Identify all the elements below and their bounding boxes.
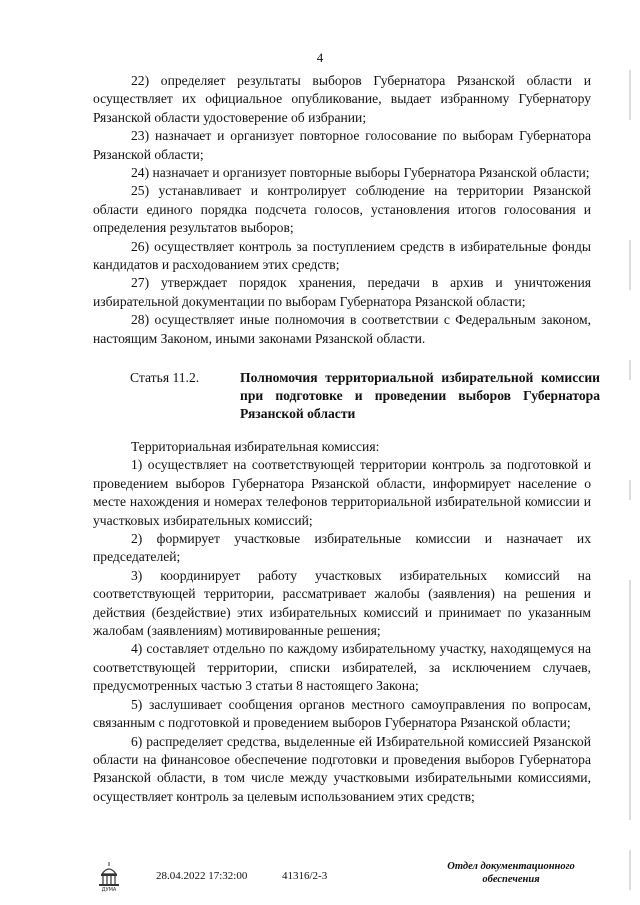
footer-doc-code: 41316/2-3: [282, 870, 328, 882]
list-item: 5) заслушивает сообщения органов местного самоуправления по вопросам, связанным с подготовкой и проведением выборов Губернатора Рязанской области;: [93, 696, 591, 731]
footer: [96, 860, 616, 900]
logo-text: ДУМА: [101, 887, 117, 892]
list-item: 6) распределяет средства, выделенные ей Избирательной комиссией Рязанской области на финансовое обеспечение подготовки и проведения выборов Губернатора Рязанской области, в том числе между участковыми избирательными комиссиями, осуществляет контроль за целевым использованием этих средств;: [93, 733, 591, 804]
list-item: 28) осуществляет иные полномочия в соответствии с Федеральным законом, настоящим Законом, иными законами Рязанской области.: [93, 312, 591, 346]
list-item: 3) координирует работу участковых избирательных комиссий на соответствующей территории, рассматривает жалобы (заявления) на решения и действия (бездействие) этих избирательных комиссий и принимает по указанным жалобам (заявлениям) мотивированные решения;: [93, 567, 591, 639]
list-item: 25) устанавливает и контролирует соблюдение на территории Рязанской области единого порядка подсчета голосов, установления итогов голосования и определения результатов выборов;: [93, 183, 591, 236]
footer-department-stamp: Отдел документационного обеспечения: [447, 861, 575, 885]
footer-datetime: 28.04.2022 17:32:00: [156, 870, 248, 882]
list-item: 22) определяет результаты выборов Губернатора Рязанской области и осуществляет их официальное опубликование, выдает избранному Губернатору Рязанской области удостоверение об избрании;: [93, 73, 591, 125]
intro-text: Территориальная избирательная комиссия:: [131, 439, 380, 454]
list-item: 24) назначает и организует повторные выборы Губернатора Рязанской области;: [131, 165, 590, 181]
list-item: 23) назначает и организует повторное голосование по выборам Губернатора Рязанской области;: [93, 128, 591, 162]
list-item: 27) утверждает порядок хранения, передачи в архив и уничтожения избирательной документации по выборам Губернатора Рязанской области;: [93, 275, 591, 309]
list-item: 4) составляет отдельно по каждому избирательному участку, находящемуся на соответствующей территории, списки избирателей, за исключением случаев, предусмотренных частью 3 статьи 8 настоящего Закона;: [93, 641, 591, 694]
article-label: Статья 11.2.: [130, 370, 200, 385]
article-heading: [130, 369, 600, 423]
article-title: Полномочия территориальной избирательной комиссии при подготовке и проведении выборов Губернатора Рязанской области: [240, 370, 600, 421]
list-item: 2) формирует участковые избирательные комиссии и назначает их председателей;: [93, 531, 591, 565]
duma-logo-icon: [96, 860, 122, 892]
margin-scan-marks: [624, 60, 636, 900]
items-section-b: [93, 438, 591, 806]
items-section-a: [93, 72, 591, 348]
list-item: 26) осуществляет контроль за поступлением средств в избирательные фонды кандидатов и расходованием этих средств;: [93, 238, 591, 273]
page-number: 4: [316, 50, 324, 65]
list-item: 1) осуществляет на соответствующей территории контроль за подготовкой и проведением выборов Губернатора Рязанской области, информирует население о месте нахождения и номерах телефонов территориальной избирательной комиссии и участковых избирательных комиссий;: [93, 457, 591, 528]
